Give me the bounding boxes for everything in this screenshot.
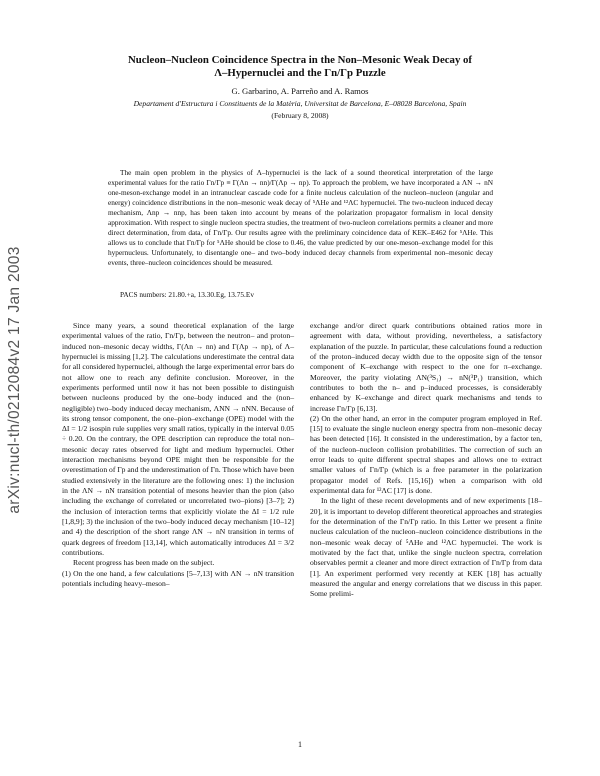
arxiv-identifier: arXiv:nucl-th/0212084v2 17 Jan 2003: [6, 246, 23, 514]
left-column: [62, 321, 294, 589]
body-paragraph: (1) On the one hand, a few calculations [5–7,13] with ΛN → nN transition potentials including heavy–meson–: [62, 568, 294, 588]
body-paragraph: exchange and/or direct quark contributions obtained ratios more in agreement with data, without providing, nevertheless, a satisfactory explanation of the puzzle. In particular, these calculations found a reduction of the proton–induced decay width due to the opposite sign of the tensor component of K–exchange with respect to the one for π–exchange. Moreover, the parity violating ΛN(³S₁) → nN(³P₁) transition, which contributes to both the n– and p–induced processes, is considerably enhanced by K–exchange and direct quark mechanisms and tends to increase Γn/Γp [6,13].: [310, 321, 542, 413]
affiliation: Departament d'Estructura i Constituents de la Matèria, Universitat de Barcelona, E–08028 Barcelona, Spain: [133, 99, 467, 108]
right-column: [310, 321, 542, 599]
page-number: 1: [298, 740, 302, 749]
arxiv-identifier-sidebar: [2, 170, 28, 590]
date: (February 8, 2008): [271, 111, 329, 120]
title-line-2: Λ–Hypernuclei and the Γn/Γp Puzzle: [214, 67, 386, 79]
pacs-numbers: PACS numbers: 21.80.+a, 13.30.Eg, 13.75.Ev: [120, 290, 254, 299]
body-paragraph: Since many years, a sound theoretical explanation of the large experimental values of the ratio, Γn/Γp, between the neutron– and proton–induced non–mesonic decay widths, Γ(Λn → nn) and Γ(Λp → np), of Λ–hypernuclei is missing [1,2]. The calculations underestimate the central data for all considered hypernuclei, although the large experimental error bars do not allow one to reach any definite conclusion. Moreover, in the experiments performed until now it has not been possible to distinguish between nucleons produced by the one–body induced and the (non–negligible) two–body induced decay mechanism, ΛNN → nNN. Because of its strong tensor component, the one–pion–exchange (OPE) model with the ΔI = 1/2 isospin rule supplies very small ratios, typically in the interval 0.05 ÷ 0.20. On the contrary, the OPE description can reproduce the total non–mesonic decay rates observed for light and medium hypernuclei. Other interaction mechanisms beyond OPE might then be responsible for the overestimation of Γp and the underestimation of Γn. Those which have been studied extensively in the literature are the following ones: 1) the inclusion in the ΛN → nN transition potential of mesons heavier than the pion (also including the exchange of correlated or uncorrelated two–pions) [3–7]; 2) the inclusion of interaction terms that explicitly violate the ΔI = 1/2 rule [1,8,9]; 3) the inclusion of the two–body induced decay mechanism [10–12] and 4) the description of the short range ΛN → nN transition in terms of quark degrees of freedom [13,14], which automatically introduces ΔI = 3/2 contributions.: [62, 321, 294, 557]
title-line-1: Nucleon–Nucleon Coincidence Spectra in the Non–Mesonic Weak Decay of: [127, 54, 473, 66]
paper-title: [95, 54, 505, 80]
abstract: The main open problem in the physics of Λ–hypernuclei is the lack of a sound theoretical interpretation of the large experimental values for the ratio Γn/Γp ≡ Γ(Λn → nn)/Γ(Λp → np). To approach the problem, we have incorporated a ΛN → nN one-meson-exchange model in an intranuclear cascade code for a finite nucleus calculation of the nucleon–nucleon (angular and energy) coincidence distributions in the non–mesonic weak decay of ⁵ΛHe and ¹²ΛC hypernuclei. The two-nucleon induced decay mechanism, Λnp → nnp, has been taken into account by means of the polarization propagator formalism in local density approximation. With respect to single nucleon spectra studies, the treatment of two-nucleon correlations permits a cleaner and more direct determination, from data, of Γn/Γp. Our results agree with the preliminary coincidence data of KEK–E462 for ⁵ΛHe. This allows us to conclude that Γn/Γp for ⁵ΛHe should be close to 0.46, the value predicted by our one-meson–exchange model for this hypernucleus. Unfortunately, to disentangle one– and two–body induced decay channels from experimental non–mesonic decay events, three–nucleon coincidences should be measured.: [108, 168, 493, 268]
body-paragraph: Recent progress has been made on the subject.: [73, 558, 215, 568]
body-paragraph: In the light of these recent developments and of new experiments [18–20], it is important to develop different theoretical approaches and strategies for the determination of the Γn/Γp ratio. In this Letter we present a finite nucleus calculation of the nucleon–nucleon coincidence distributions in the non–mesonic weak decay of ⁵ΛHe and ¹²ΛC hypernuclei. The work is motivated by the fact that, unlike the single nucleon spectra, correlation observables permit a cleaner and more direct extraction of Γn/Γp from data [1]. An experiment performed very recently at KEK [18] has actually measured the angular and energy correlations that we discuss in this paper. Some prelimi-: [310, 496, 542, 599]
body-paragraph: (2) On the other hand, an error in the computer program employed in Ref. [15] to evaluate the single nucleon energy spectra from non–mesonic decay has been detected [16]. It consisted in the underestimation, by a factor ten, of the nucleon–nucleon collision probabilities. The correction of such an error leads to quite different spectral shapes and allows one to extract smaller values of Γn/Γp (which is a free parameter in the polarization propagator model of Refs. [15,16]) when a comparison with old experimental data for ¹²ΛC [17] is done.: [310, 413, 542, 495]
authors: G. Garbarino, A. Parreño and A. Ramos: [231, 86, 369, 96]
